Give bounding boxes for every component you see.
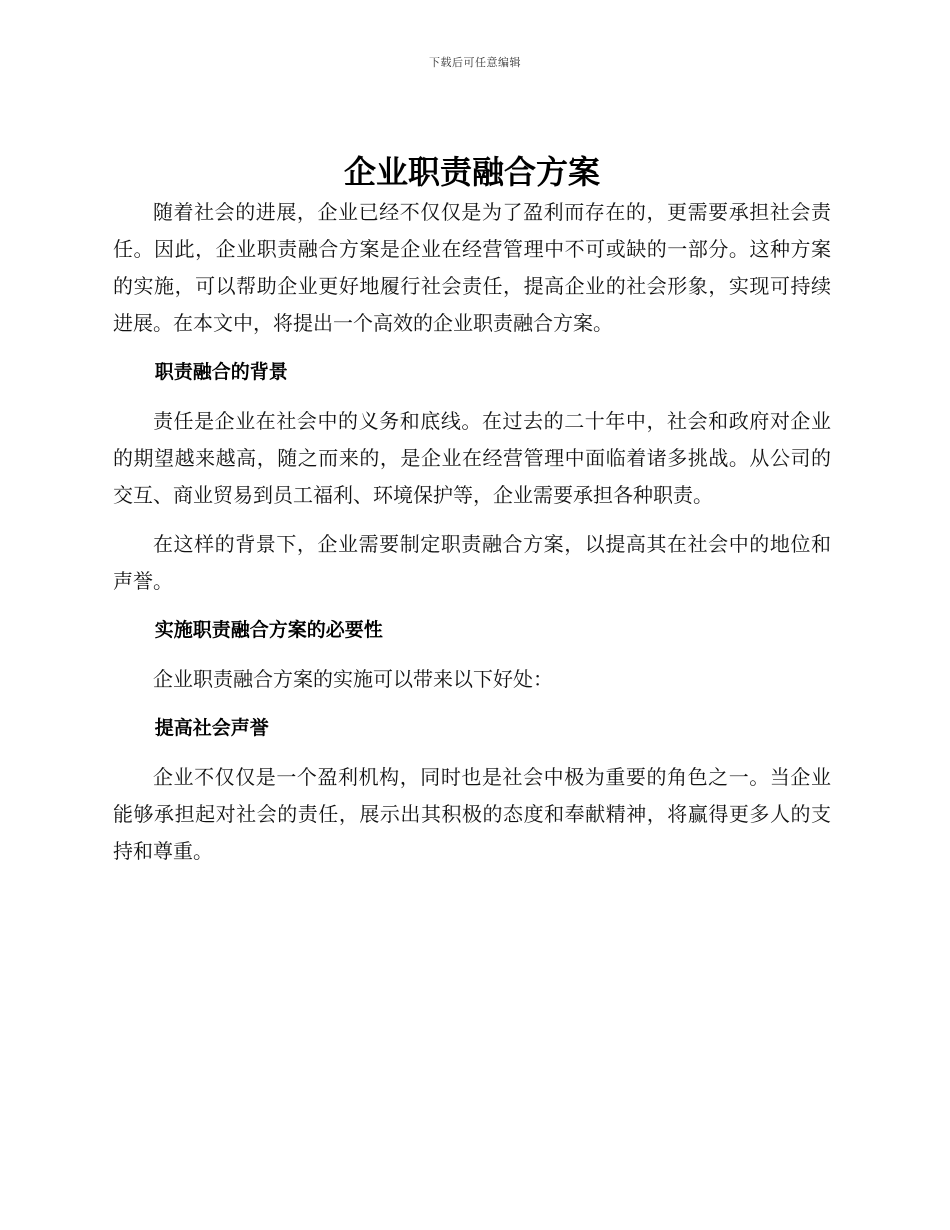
document-title: 企业职责融合方案 xyxy=(343,153,600,191)
necessity-paragraph: 企业职责融合方案的实施可以带来以下好处： xyxy=(153,667,553,691)
header-note: 下载后可任意编辑 xyxy=(429,56,521,69)
document-body xyxy=(113,150,831,870)
reputation-paragraph: 企业不仅仅是一个盈利机构，同时也是社会中极为重要的角色之一。当企业能够承担起对社会的责任，展示出其积极的态度和奉献精神，将赢得更多人的支持和尊重。 xyxy=(113,765,831,863)
background-paragraph-1: 责任是企业在社会中的义务和底线。在过去的二十年中，社会和政府对企业的期望越来越高，随之而来的，是企业在经营管理中面临着诸多挑战。从公司的交互、商业贸易到员工福利、环境保护等，企业需要承担各种职责。 xyxy=(113,409,831,507)
section-heading-background: 职责融合的背景 xyxy=(154,361,288,383)
section-heading-necessity: 实施职责融合方案的必要性 xyxy=(154,619,383,641)
background-paragraph-2: 在这样的背景下，企业需要制定职责融合方案，以提高其在社会中的地位和声誉。 xyxy=(113,532,831,593)
intro-paragraph: 随着社会的进展，企业已经不仅仅是为了盈利而存在的，更需要承担社会责任。因此，企业职责融合方案是企业在经营管理中不可或缺的一部分。这种方案的实施，可以帮助企业更好地履行社会责任，提高企业的社会形象，实现可持续进展。在本文中，将提出一个高效的企业职责融合方案。 xyxy=(113,200,831,335)
section-heading-reputation: 提高社会声誉 xyxy=(154,717,269,739)
